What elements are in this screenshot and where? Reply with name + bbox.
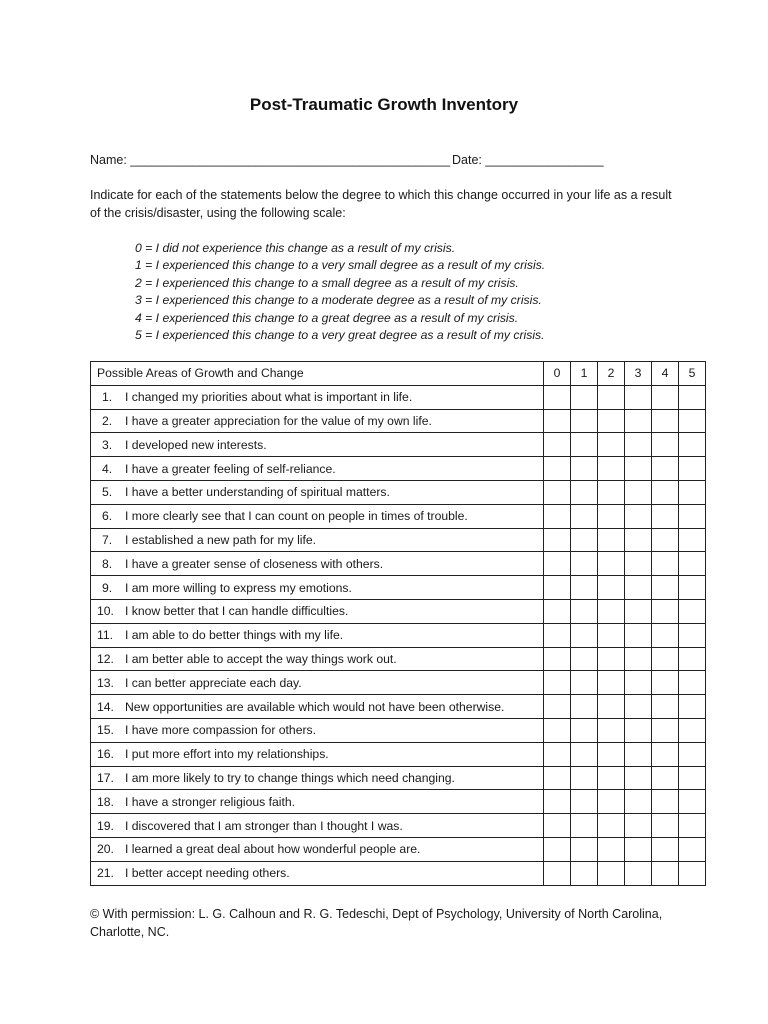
rating-cell[interactable]: [571, 457, 598, 481]
rating-cell[interactable]: [679, 385, 706, 409]
table-row: [91, 861, 706, 885]
rating-cell[interactable]: [679, 718, 706, 742]
rating-cell[interactable]: [625, 599, 652, 623]
rating-cell[interactable]: [598, 623, 625, 647]
rating-cell[interactable]: [625, 457, 652, 481]
rating-cell[interactable]: [652, 742, 679, 766]
table-row: [91, 480, 706, 504]
rating-cell[interactable]: [598, 647, 625, 671]
table-row: [91, 837, 706, 861]
item-text: I have a better understanding of spiritual matters.: [125, 485, 390, 500]
rating-cell[interactable]: [598, 766, 625, 790]
rating-cell[interactable]: [571, 814, 598, 838]
rating-cell[interactable]: [652, 385, 679, 409]
scale-legend: [135, 240, 545, 344]
item-cell: [91, 576, 544, 600]
scale-item: 4 = I experienced this change to a great degree as a result of my crisis.: [135, 310, 519, 325]
rating-cell[interactable]: [679, 766, 706, 790]
rating-cell[interactable]: [544, 861, 571, 885]
item-cell: [91, 623, 544, 647]
item-cell: [91, 385, 544, 409]
rating-cell[interactable]: [544, 480, 571, 504]
item-cell: [91, 695, 544, 719]
rating-cell[interactable]: [652, 409, 679, 433]
rating-cell[interactable]: [652, 576, 679, 600]
item-number: 10.: [97, 604, 114, 619]
rating-cell[interactable]: [679, 623, 706, 647]
rating-cell[interactable]: [571, 599, 598, 623]
instructions-text: Indicate for each of the statements below the degree to which this change occurred in your life as a result of the crisis/disaster, using the following scale:: [90, 188, 672, 220]
rating-cell[interactable]: [544, 385, 571, 409]
rating-cell[interactable]: [571, 837, 598, 861]
rating-cell[interactable]: [652, 837, 679, 861]
rating-cell[interactable]: [679, 409, 706, 433]
rating-cell[interactable]: [598, 457, 625, 481]
rating-cell[interactable]: [679, 861, 706, 885]
rating-cell[interactable]: [544, 576, 571, 600]
item-text: I developed new interests.: [125, 437, 267, 452]
rating-cell[interactable]: [598, 528, 625, 552]
rating-cell[interactable]: [625, 766, 652, 790]
rating-cell[interactable]: [571, 385, 598, 409]
scale-item: 0 = I did not experience this change as a result of my crisis.: [135, 241, 456, 255]
table-header-scale: 2: [598, 362, 625, 386]
table-row: [91, 457, 706, 481]
item-number: 21.: [97, 866, 114, 881]
item-number: 14.: [97, 699, 114, 714]
rating-cell[interactable]: [625, 623, 652, 647]
item-number: 6.: [102, 509, 113, 524]
item-text: I better accept needing others.: [125, 866, 290, 881]
rating-cell[interactable]: [598, 814, 625, 838]
table-row: [91, 385, 706, 409]
table-row: [91, 433, 706, 457]
rating-cell[interactable]: [652, 790, 679, 814]
rating-cell[interactable]: [598, 385, 625, 409]
rating-cell[interactable]: [544, 647, 571, 671]
rating-cell[interactable]: [679, 695, 706, 719]
rating-cell[interactable]: [544, 623, 571, 647]
item-text: I have a greater sense of closeness with others.: [125, 556, 384, 571]
rating-cell[interactable]: [652, 766, 679, 790]
rating-cell[interactable]: [598, 599, 625, 623]
item-cell: [91, 671, 544, 695]
rating-cell[interactable]: [652, 647, 679, 671]
rating-cell[interactable]: [625, 742, 652, 766]
rating-cell[interactable]: [652, 695, 679, 719]
item-number: 13.: [97, 675, 114, 690]
rating-cell[interactable]: [571, 766, 598, 790]
rating-cell[interactable]: [625, 837, 652, 861]
rating-cell[interactable]: [571, 790, 598, 814]
rating-cell[interactable]: [598, 718, 625, 742]
table-row: [91, 742, 706, 766]
rating-cell[interactable]: [652, 552, 679, 576]
item-text: New opportunities are available which would not have been otherwise.: [125, 699, 505, 714]
rating-cell[interactable]: [679, 790, 706, 814]
item-number: 20.: [97, 842, 114, 857]
rating-cell[interactable]: [598, 480, 625, 504]
item-number: 12.: [97, 651, 114, 666]
item-number: 19.: [97, 818, 114, 833]
rating-cell[interactable]: [679, 599, 706, 623]
rating-cell[interactable]: [544, 504, 571, 528]
item-text: I am more likely to try to change things which need changing.: [125, 770, 455, 785]
rating-cell[interactable]: [598, 576, 625, 600]
rating-cell[interactable]: [625, 433, 652, 457]
rating-cell[interactable]: [598, 837, 625, 861]
rating-cell[interactable]: [652, 623, 679, 647]
scale-item: 2 = I experienced this change to a small degree as a result of my crisis.: [135, 275, 519, 290]
item-number: 9.: [102, 580, 113, 595]
item-cell: [91, 457, 544, 481]
rating-cell[interactable]: [625, 528, 652, 552]
table-header-scale: 3: [625, 362, 652, 386]
rating-cell[interactable]: [652, 433, 679, 457]
rating-cell[interactable]: [571, 504, 598, 528]
rating-cell[interactable]: [625, 504, 652, 528]
rating-cell[interactable]: [652, 671, 679, 695]
rating-cell[interactable]: [652, 504, 679, 528]
item-text: I have a greater appreciation for the value of my own life.: [125, 413, 432, 428]
name-label: Name:: [90, 153, 127, 167]
rating-cell[interactable]: [679, 528, 706, 552]
rating-cell[interactable]: [679, 647, 706, 671]
item-cell: [91, 552, 544, 576]
item-number: 2.: [102, 413, 113, 428]
rating-cell[interactable]: [571, 433, 598, 457]
table-row: [91, 647, 706, 671]
table-header-row: [91, 362, 706, 386]
rating-cell[interactable]: [625, 385, 652, 409]
item-cell: [91, 480, 544, 504]
item-text: I am more willing to express my emotions.: [125, 580, 352, 595]
table-row: [91, 576, 706, 600]
item-cell: [91, 599, 544, 623]
rating-cell[interactable]: [571, 861, 598, 885]
rating-cell[interactable]: [598, 790, 625, 814]
rating-cell[interactable]: [625, 695, 652, 719]
rating-cell[interactable]: [598, 409, 625, 433]
rating-cell[interactable]: [679, 552, 706, 576]
rating-cell[interactable]: [598, 671, 625, 695]
table-row: [91, 552, 706, 576]
rating-cell[interactable]: [625, 552, 652, 576]
growth-inventory-table: [90, 361, 706, 886]
item-text: I learned a great deal about how wonderful people are.: [125, 842, 421, 857]
rating-cell[interactable]: [571, 528, 598, 552]
rating-cell[interactable]: [652, 528, 679, 552]
item-number: 18.: [97, 794, 114, 809]
rating-cell[interactable]: [625, 790, 652, 814]
rating-cell[interactable]: [652, 480, 679, 504]
table-row: [91, 623, 706, 647]
item-text: I discovered that I am stronger than I thought I was.: [125, 818, 403, 833]
item-number: 11.: [97, 628, 114, 643]
item-number: 4.: [102, 461, 113, 476]
item-text: I put more effort into my relationships.: [125, 747, 329, 762]
item-cell: [91, 814, 544, 838]
rating-cell[interactable]: [679, 671, 706, 695]
rating-cell[interactable]: [625, 480, 652, 504]
rating-cell[interactable]: [679, 480, 706, 504]
item-cell: [91, 790, 544, 814]
rating-cell[interactable]: [544, 671, 571, 695]
rating-cell[interactable]: [544, 766, 571, 790]
item-cell: [91, 837, 544, 861]
item-text: I more clearly see that I can count on people in times of trouble.: [125, 509, 468, 524]
table-row: [91, 718, 706, 742]
rating-cell[interactable]: [571, 718, 598, 742]
item-cell: [91, 861, 544, 885]
rating-cell[interactable]: [652, 599, 679, 623]
rating-cell[interactable]: [544, 433, 571, 457]
table-row: [91, 790, 706, 814]
table-header-scale: 5: [679, 362, 706, 386]
item-number: 3.: [102, 437, 113, 452]
rating-cell[interactable]: [679, 576, 706, 600]
rating-cell[interactable]: [679, 837, 706, 861]
rating-cell[interactable]: [544, 599, 571, 623]
rating-cell[interactable]: [652, 814, 679, 838]
item-number: 17.: [97, 770, 114, 785]
rating-cell[interactable]: [571, 409, 598, 433]
rating-cell[interactable]: [571, 742, 598, 766]
rating-cell[interactable]: [625, 671, 652, 695]
table-row: [91, 695, 706, 719]
rating-cell[interactable]: [598, 504, 625, 528]
rating-cell[interactable]: [598, 742, 625, 766]
page-title: Post-Traumatic Growth Inventory: [249, 95, 519, 114]
item-text: I changed my priorities about what is important in life.: [125, 390, 413, 405]
table-header-scale: 1: [571, 362, 598, 386]
rating-cell[interactable]: [544, 837, 571, 861]
rating-cell[interactable]: [679, 742, 706, 766]
rating-cell[interactable]: [571, 480, 598, 504]
item-text: I know better that I can handle difficulties.: [125, 604, 349, 619]
rating-cell[interactable]: [544, 457, 571, 481]
table-header-scale: 0: [544, 362, 571, 386]
rating-cell[interactable]: [571, 552, 598, 576]
table-header-areas: Possible Areas of Growth and Change: [91, 362, 544, 386]
scale-item: 3 = I experienced this change to a moderate degree as a result of my crisis.: [135, 293, 542, 308]
rating-cell[interactable]: [625, 718, 652, 742]
rating-cell[interactable]: [544, 814, 571, 838]
rating-cell[interactable]: [679, 457, 706, 481]
table-row: [91, 766, 706, 790]
rating-cell[interactable]: [652, 718, 679, 742]
date-label: Date:: [452, 153, 482, 167]
rating-cell[interactable]: [598, 433, 625, 457]
item-cell: [91, 528, 544, 552]
rating-cell[interactable]: [544, 742, 571, 766]
item-cell: [91, 433, 544, 457]
rating-cell[interactable]: [679, 814, 706, 838]
rating-cell[interactable]: [679, 433, 706, 457]
rating-cell[interactable]: [544, 528, 571, 552]
item-text: I have a stronger religious faith.: [125, 794, 296, 809]
rating-cell[interactable]: [598, 695, 625, 719]
table-row: [91, 814, 706, 838]
rating-cell[interactable]: [598, 861, 625, 885]
item-number: 1.: [102, 390, 113, 405]
table-row: [91, 504, 706, 528]
item-text: I am better able to accept the way things work out.: [125, 651, 397, 666]
rating-cell[interactable]: [544, 409, 571, 433]
rating-cell[interactable]: [625, 409, 652, 433]
rating-cell[interactable]: [571, 695, 598, 719]
item-text: I have more compassion for others.: [125, 723, 317, 738]
rating-cell[interactable]: [544, 718, 571, 742]
rating-cell[interactable]: [571, 647, 598, 671]
rating-cell[interactable]: [598, 552, 625, 576]
item-text: I am able to do better things with my life.: [125, 628, 344, 643]
item-cell: [91, 647, 544, 671]
rating-cell[interactable]: [571, 623, 598, 647]
item-cell: [91, 742, 544, 766]
item-number: 5.: [102, 485, 113, 500]
scale-item: 5 = I experienced this change to a very great degree as a result of my crisis.: [135, 328, 545, 343]
item-cell: [91, 504, 544, 528]
rating-cell[interactable]: [571, 671, 598, 695]
table-header-scale: 4: [652, 362, 679, 386]
rating-cell[interactable]: [625, 647, 652, 671]
table-row: [91, 671, 706, 695]
item-number: 7.: [102, 532, 113, 547]
rating-cell[interactable]: [679, 504, 706, 528]
item-text: I can better appreciate each day.: [125, 675, 302, 690]
item-number: 16.: [97, 747, 114, 762]
item-number: 15.: [97, 723, 114, 738]
rating-cell[interactable]: [652, 861, 679, 885]
rating-cell[interactable]: [544, 695, 571, 719]
table-row: [91, 599, 706, 623]
table-row: [91, 409, 706, 433]
name-field[interactable]: [90, 153, 450, 167]
date-line[interactable]: _________________: [485, 153, 604, 167]
item-text: I established a new path for my life.: [125, 532, 317, 547]
rating-cell[interactable]: [625, 861, 652, 885]
rating-cell[interactable]: [625, 576, 652, 600]
rating-cell[interactable]: [544, 790, 571, 814]
rating-cell[interactable]: [625, 814, 652, 838]
item-cell: [91, 409, 544, 433]
rating-cell[interactable]: [544, 552, 571, 576]
scale-item: 1 = I experienced this change to a very small degree as a result of my crisis.: [135, 258, 546, 273]
item-cell: [91, 766, 544, 790]
item-cell: [91, 718, 544, 742]
item-number: 8.: [102, 556, 113, 571]
rating-cell[interactable]: [652, 457, 679, 481]
item-text: I have a greater feeling of self-reliance.: [125, 461, 336, 476]
table-row: [91, 528, 706, 552]
name-line[interactable]: ______________________________________________: [130, 153, 451, 167]
copyright-footer: © With permission: L. G. Calhoun and R. G. Tedeschi, Dept of Psychology, University of North Carolina, Charlotte, NC.: [90, 907, 663, 939]
date-field[interactable]: [452, 153, 604, 167]
rating-cell[interactable]: [571, 576, 598, 600]
